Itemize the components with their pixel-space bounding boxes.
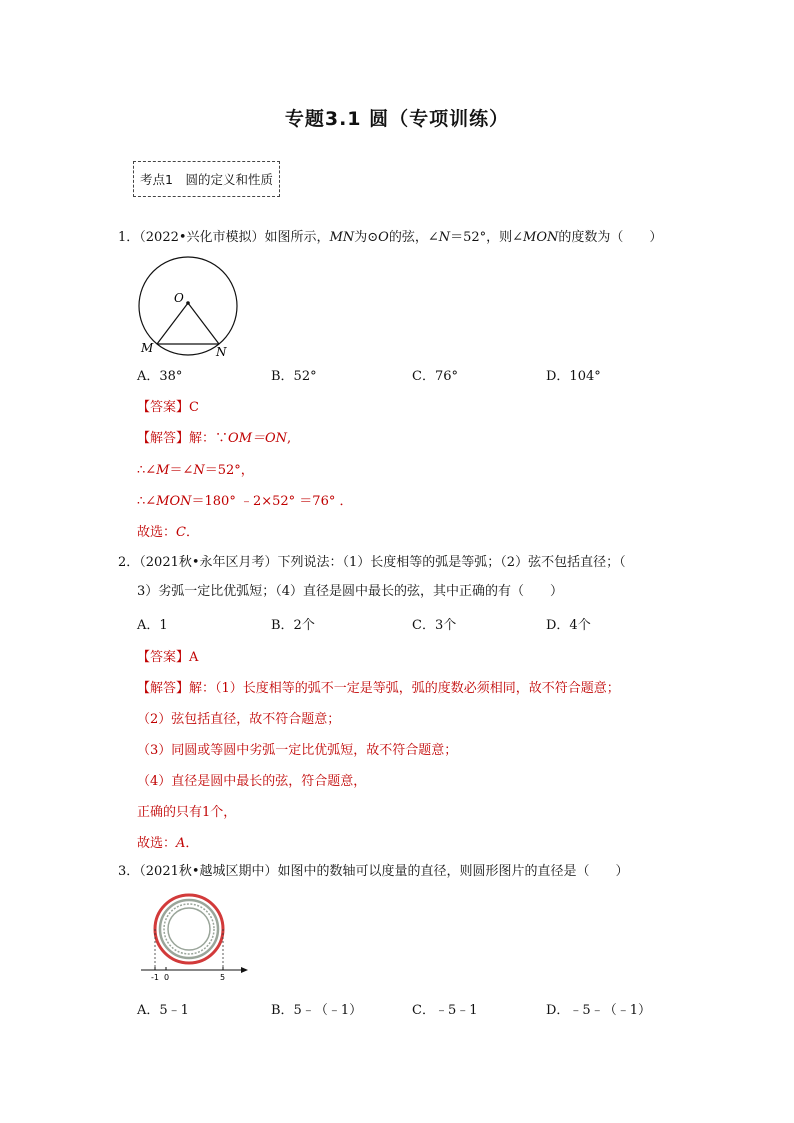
q1-solution-line-3 <box>137 490 352 509</box>
answer-tag: 【答案】 <box>137 400 190 415</box>
q2-option-b[interactable]: B．2个 <box>271 618 315 633</box>
q1-option-d[interactable]: D．104° <box>546 369 601 384</box>
q1-step-var: N <box>193 463 205 478</box>
q2-solution-line-6 <box>137 832 198 851</box>
label-n: N <box>216 345 227 359</box>
q3-text: （2021秋•越城区期中）如图中的数轴可以度量的直径，则圆形图片的直径是（ ） <box>139 864 629 879</box>
circle-o <box>139 257 237 355</box>
q1-text: 的度数为（ ） <box>558 230 663 245</box>
axis-arrow-icon <box>241 967 248 973</box>
q1-step-text: ． <box>185 525 199 540</box>
q3-option-a[interactable]: A．5﹣1 <box>137 1003 189 1018</box>
q2-step-text: ． <box>185 836 199 851</box>
page-title: 专题3.1 圆（专项训练） <box>284 108 510 130</box>
q1-option-b[interactable]: B．52° <box>271 369 317 384</box>
q1-solution-line-4 <box>137 521 199 540</box>
q2-answer: A <box>189 650 199 665</box>
q1-source: （2022•兴化市模拟） <box>139 230 265 245</box>
label-m: M <box>141 341 154 355</box>
outer-red-ring <box>155 895 223 963</box>
q2-solution-line-3: （3）同圆或等圆中劣弧一定比优弧短，故不符合题意； <box>137 743 458 758</box>
q2-step-text: 故选： <box>137 836 177 851</box>
q1-step-var: MON <box>156 494 192 509</box>
q2-solution-line-2: （2）弦包括直径，故不符合题意； <box>137 712 341 727</box>
q2-answer-line <box>137 646 198 665</box>
q1-step-text: ＝180° ﹣2×52° ＝76° ． <box>191 494 353 509</box>
jieda-tag: 【解答】 <box>137 431 190 446</box>
q1-number: 1． <box>118 230 140 245</box>
q3-number-line-figure <box>138 890 250 982</box>
tick-label-neg1: -1 <box>151 973 159 982</box>
q1-text: 的弦，∠ <box>388 230 439 245</box>
q1-solution-line-2 <box>137 459 254 478</box>
q3-number: 3． <box>118 864 140 879</box>
q2-number: 2． <box>118 555 140 570</box>
section-box <box>133 161 280 197</box>
ring-gray-3 <box>168 908 210 950</box>
q2-option-d[interactable]: D．4个 <box>546 618 591 633</box>
q2-solution-line-5: 正确的只有1个， <box>137 805 237 820</box>
q1-step-eq: OM＝ON <box>228 431 288 446</box>
q2-step-text: 解：（1）长度相等的弧不一定是等弧，弧的度数必须相同，故不符合题意； <box>189 681 620 696</box>
q1-answer: C <box>189 400 199 415</box>
q1-option-c[interactable]: C．76° <box>412 369 458 384</box>
section-label: 考点1 圆的定义和性质 <box>140 172 273 187</box>
q1-var-mon: MON <box>523 230 559 245</box>
q1-step-var: C <box>176 525 186 540</box>
radius-on <box>188 303 219 344</box>
question-3 <box>118 863 629 881</box>
radius-om <box>157 303 188 344</box>
q1-option-a[interactable]: A．38° <box>137 369 183 384</box>
q1-step-text: ＝52°， <box>204 463 254 478</box>
q1-step-text: ∴∠ <box>137 463 157 478</box>
ring-gray-2 <box>164 904 214 954</box>
q1-step-var: M <box>156 463 170 478</box>
q1-step-text: ＝∠ <box>169 463 194 478</box>
q2-solution-line-1 <box>137 677 620 696</box>
q2-step-var: A <box>176 836 186 851</box>
q1-var-mn: MN <box>329 230 355 245</box>
question-1 <box>118 229 662 247</box>
q3-option-c[interactable]: C．﹣5﹣1 <box>412 1003 478 1018</box>
jieda-tag: 【解答】 <box>137 681 190 696</box>
answer-tag: 【答案】 <box>137 650 190 665</box>
q1-step-text: ∴∠ <box>137 494 157 509</box>
question-2-line-2: 3）劣弧一定比优弧短；（4）直径是圆中最长的弦，其中正确的有（ ） <box>137 584 564 599</box>
q1-circle-figure <box>132 256 250 360</box>
q2-solution-line-4: （4）直径是圆中最长的弦，符合题意， <box>137 774 367 789</box>
label-o: O <box>174 291 184 305</box>
q1-step-text: , <box>287 431 292 446</box>
q2-option-a[interactable]: A．1 <box>137 618 168 633</box>
q1-answer-line <box>137 396 199 415</box>
question-2-line-1 <box>118 554 626 572</box>
tick-label-5: 5 <box>220 973 226 982</box>
q1-text: 如图所示， <box>264 230 330 245</box>
q3-option-d[interactable]: D．﹣5﹣（﹣1） <box>546 1003 651 1018</box>
q1-var-n: N <box>438 230 451 245</box>
q2-text: （2021秋•永年区月考）下列说法：（1）长度相等的弧是等弧；（2）弦不包括直径；（ <box>139 555 626 570</box>
q3-option-b[interactable]: B．5﹣（﹣1） <box>271 1003 363 1018</box>
q1-var-o: O <box>378 230 389 245</box>
tick-label-0: 0 <box>164 973 170 982</box>
q1-step-text: 故选： <box>137 525 177 540</box>
q1-solution-line-1 <box>137 427 291 446</box>
q1-step-text: 解：∵ <box>189 431 229 446</box>
q1-text: ＝52°，则∠ <box>450 230 524 245</box>
q1-text: 为⊙ <box>354 230 379 245</box>
center-point <box>186 301 190 305</box>
q2-option-c[interactable]: C．3个 <box>412 618 457 633</box>
